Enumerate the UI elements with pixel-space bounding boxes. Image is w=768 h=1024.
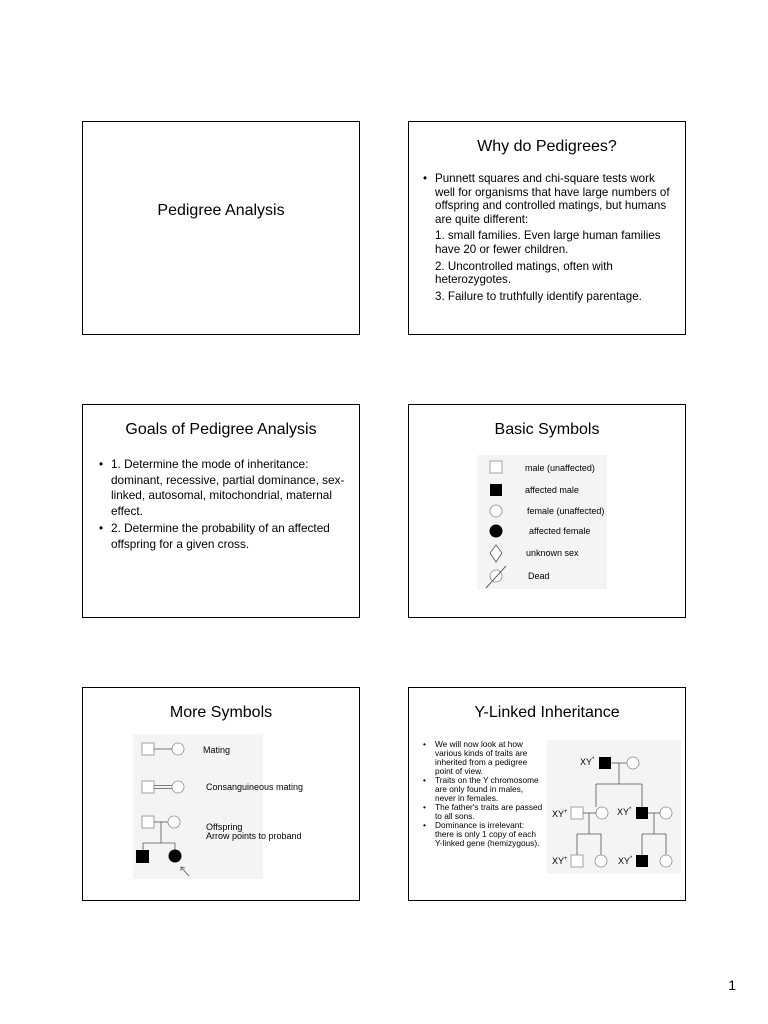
consanguineous-female-icon [172, 781, 184, 793]
slide-2-bullets [423, 172, 675, 306]
label-dead: Dead [528, 571, 550, 581]
bullet-item: • The father's traits are passed to all sons. [423, 803, 543, 821]
bullet-item: • Punnett squares and chi-square tests work well for organisms that have large numbers of offspring and controlled matings, but humans are quite different: [423, 172, 675, 226]
female-unaffected-icon [490, 505, 502, 517]
xy-label-gen3-left: XY+ [552, 856, 568, 866]
parent-male-icon [142, 816, 154, 828]
offspring-affected-female-icon [169, 850, 182, 863]
slide-title [82, 121, 360, 335]
gen2-right-female-icon [660, 807, 672, 819]
slide-4-title: Basic Symbols [494, 421, 600, 438]
xy-label-gen2-left: XY+ [552, 809, 568, 819]
gen2-affected-male-icon [636, 807, 648, 819]
slide-5-title: More Symbols [169, 704, 273, 721]
more-symbols-figure [83, 688, 361, 902]
gen3-left-female-icon [595, 855, 607, 867]
offspring-affected-male-icon [136, 850, 149, 863]
xy-label-gen3-right: XY* [618, 856, 633, 866]
slide-goals [82, 404, 360, 618]
label-unknown-sex: unknown sex [526, 548, 579, 558]
figure-background [133, 734, 263, 879]
female-affected-icon [490, 525, 503, 538]
male-affected-icon [490, 484, 502, 496]
parent-female-icon [168, 816, 180, 828]
bullet-item: • 1. Determine the mode of inheritance: dominant, recessive, partial dominance, sex-linked, autosomal, mitochondrial, maternal effect. [99, 457, 349, 519]
slide-2-title: Why do Pedigrees? [477, 138, 617, 155]
page-number: 1 [728, 977, 736, 993]
xy-label-gen1: XY* [580, 757, 595, 767]
bullet-item: • Dominance is irrelevant: there is only 1 copy of each Y-linked gene (hemizygous). [423, 821, 543, 848]
slide-6-title: Y-Linked Inheritance [474, 704, 620, 721]
male-unaffected-icon [490, 461, 502, 473]
mating-male-icon [142, 743, 154, 755]
bullet-item: • We will now look at how various kinds of traits are inherited from a pedigree point of view. [423, 740, 543, 776]
consanguineous-male-icon [142, 781, 154, 793]
gen1-affected-male-icon [599, 757, 611, 769]
slide-3-bullets [99, 457, 349, 554]
slide-more-symbols [82, 687, 360, 901]
slide-y-linked [408, 687, 686, 901]
slide-1-title: Pedigree Analysis [157, 202, 285, 219]
gen2-left-female-icon [596, 807, 608, 819]
label-male-unaffected: male (unaffected) [525, 463, 595, 473]
label-offspring: Offspring [206, 822, 243, 832]
label-affected-female: affected female [529, 526, 591, 536]
gen3-male-unaffected-icon [571, 855, 583, 867]
gen1-female-icon [627, 757, 639, 769]
gen3-right-female-icon [660, 855, 672, 867]
slide-basic-symbols [408, 404, 686, 618]
gen2-male-unaffected-icon [571, 807, 583, 819]
label-proband: Arrow points to proband [206, 831, 302, 841]
sub-item-3: 3. Failure to truthfully identify parentage. [435, 289, 642, 303]
label-affected-male: affected male [525, 485, 579, 495]
y-linked-pedigree [409, 688, 687, 902]
gen3-affected-male-icon [636, 855, 648, 867]
slide-3-title: Goals of Pedigree Analysis [125, 421, 317, 438]
xy-label-gen2-right: XY* [617, 807, 632, 817]
mating-female-icon [172, 743, 184, 755]
sub-item-1: 1. small families. Even large human families have 20 or fewer children. [435, 229, 661, 256]
label-female-unaffected: female (unaffected) [527, 506, 605, 516]
bullet-item: • 2. Determine the probability of an affected offspring for a given cross. [99, 521, 349, 552]
label-consanguineous: Consanguineous mating [206, 782, 304, 792]
figure-background [547, 740, 681, 874]
figure-background [477, 455, 607, 589]
label-mating: Mating [203, 745, 231, 755]
slide-why-pedigrees [408, 121, 686, 335]
sub-item-2: 2. Uncontrolled matings, often with heterozygotes. [435, 259, 613, 287]
bullet-item: • Traits on the Y chromosome are only found in males, never in females. [423, 776, 543, 803]
